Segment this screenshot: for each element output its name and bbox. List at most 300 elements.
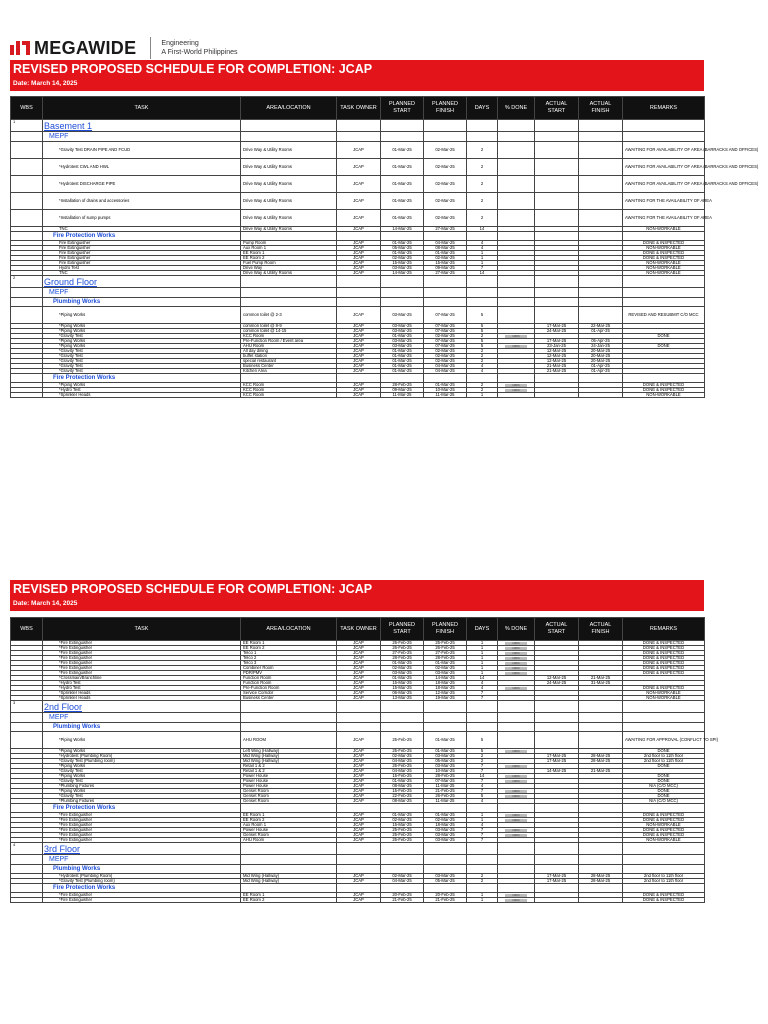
owner-cell: JCAP: [337, 646, 381, 651]
owner-cell: JCAP: [337, 359, 381, 364]
empty-cell: [623, 132, 705, 142]
subsection-row: [11, 288, 705, 298]
remarks-cell: DONE & INSPECTED: [623, 656, 705, 661]
empty-cell: [467, 298, 498, 307]
wbs-cell: 2: [11, 276, 43, 288]
days-cell: 7: [467, 764, 498, 769]
actual-start-cell: [535, 142, 579, 159]
task-cell: *Fire Extinguisher: [43, 646, 241, 651]
area-cell: AHU ROOM: [241, 732, 337, 749]
owner-cell: JCAP: [337, 838, 381, 843]
wbs-cell: [11, 804, 43, 813]
remarks-cell: DONE & INSPECTED: [623, 251, 705, 256]
empty-cell: [623, 298, 705, 307]
planned-start-cell: 25-Feb-25: [381, 833, 424, 838]
wbs-cell: [11, 723, 43, 732]
owner-cell: JCAP: [337, 749, 381, 754]
empty-cell: [337, 288, 381, 298]
days-cell: 5: [467, 339, 498, 344]
task-cell: *Gravity Test: [43, 349, 241, 354]
planned-finish-cell: 10-Mar-25: [424, 388, 467, 393]
owner-cell: JCAP: [337, 261, 381, 266]
planned-start-cell: 22-Feb-25: [381, 794, 424, 799]
empty-cell: [623, 276, 705, 288]
days-cell: 1: [467, 646, 498, 651]
wbs-cell: [11, 142, 43, 159]
planned-finish-cell: 01-Mar-25: [424, 661, 467, 666]
empty-cell: [535, 232, 579, 241]
owner-cell: JCAP: [337, 354, 381, 359]
group-row: [11, 723, 705, 732]
empty-cell: [498, 855, 535, 865]
task-cell: *Sprinkler Heads: [43, 696, 241, 701]
days-cell: 2: [467, 354, 498, 359]
empty-cell: [535, 804, 579, 813]
wbs-cell: 3: [11, 701, 43, 713]
planned-finish-cell: 11-Mar-25: [424, 799, 467, 804]
planned-start-cell: 28-Feb-25: [381, 383, 424, 388]
area-cell: Drive Way & Utility Rooms: [241, 227, 337, 232]
actual-start-cell: [535, 193, 579, 210]
empty-cell: [381, 855, 424, 865]
wbs-cell: [11, 298, 43, 307]
wbs-cell: [11, 393, 43, 398]
col-header-area: AREA/LOCATION: [241, 618, 337, 641]
actual-start-cell: 12-Mar-25: [535, 359, 579, 364]
planned-start-cell: 03-Mar-25: [381, 266, 424, 271]
planned-start-cell: 25-Feb-25: [381, 732, 424, 749]
table-row: [11, 732, 705, 749]
planned-finish-cell: 04-Mar-25: [424, 369, 467, 374]
task-cell: *Gravity Test: [43, 359, 241, 364]
actual-finish-cell: [579, 732, 623, 749]
owner-cell: JCAP: [337, 754, 381, 759]
task-cell: *Gravity Test: [43, 334, 241, 339]
remarks-cell: DONE & INSPECTED: [623, 383, 705, 388]
owner-cell: JCAP: [337, 271, 381, 276]
area-cell: Genset Room: [241, 794, 337, 799]
remarks-cell: AWAITING FOR AVAILABILITY OF AREA (BARRACKS AND OFFICES): [623, 142, 705, 159]
report-date: Date: March 14, 2025: [13, 80, 78, 87]
empty-cell: [498, 374, 535, 383]
table-row: [11, 176, 705, 193]
planned-start-cell: 27-Feb-25: [381, 651, 424, 656]
days-cell: 2: [467, 383, 498, 388]
actual-start-cell: [535, 732, 579, 749]
owner-cell: JCAP: [337, 324, 381, 329]
report-date: Date: March 14, 2025: [13, 600, 78, 607]
area-cell: Business Center: [241, 696, 337, 701]
actual-start-cell: [535, 898, 579, 903]
empty-cell: [467, 713, 498, 723]
planned-finish-cell: 03-Mar-25: [424, 671, 467, 676]
empty-cell: [535, 701, 579, 713]
days-cell: 4: [467, 241, 498, 246]
empty-cell: [498, 723, 535, 732]
empty-cell: [424, 132, 467, 142]
empty-cell: [579, 276, 623, 288]
pct-done-cell: [498, 142, 535, 159]
empty-cell: [579, 713, 623, 723]
empty-cell: [498, 232, 535, 241]
days-cell: 7: [467, 769, 498, 774]
wbs-cell: 4: [11, 843, 43, 855]
empty-cell: [535, 713, 579, 723]
empty-cell: [623, 855, 705, 865]
planned-finish-cell: 07-Mar-25: [424, 324, 467, 329]
logo-divider: [150, 37, 151, 59]
days-cell: 4: [467, 246, 498, 251]
area-cell: EE Room 1: [241, 251, 337, 256]
actual-start-cell: 17-Mar-25: [535, 874, 579, 879]
days-cell: 2: [467, 142, 498, 159]
pct-done-cell: [498, 732, 535, 749]
area-cell: EE Room 2: [241, 898, 337, 903]
table-row: [11, 879, 705, 884]
empty-cell: [467, 120, 498, 132]
days-cell: 2: [467, 359, 498, 364]
area-cell: Telco 3: [241, 661, 337, 666]
days-cell: 1: [467, 893, 498, 898]
empty-cell: [337, 723, 381, 732]
actual-finish-cell: 28-Mar-25: [579, 879, 623, 884]
empty-cell: [535, 374, 579, 383]
planned-start-cell: 25-Feb-25: [381, 838, 424, 843]
owner-cell: JCAP: [337, 686, 381, 691]
task-cell: *Piping Works: [43, 774, 241, 779]
empty-cell: [579, 884, 623, 893]
planned-start-cell: 11-Mar-25: [381, 393, 424, 398]
area-cell: Function Room: [241, 676, 337, 681]
area-cell: common toilet @ 2-3: [241, 307, 337, 324]
subsection-title: MEPF: [43, 855, 241, 865]
group-title: Fire Protection Works: [43, 232, 241, 241]
planned-start-cell: 04-Mar-25: [381, 769, 424, 774]
planned-start-cell: 15-Mar-25: [381, 261, 424, 266]
remarks-cell: DONE & INSPECTED: [623, 661, 705, 666]
empty-cell: [424, 276, 467, 288]
task-cell: Fire Extinguisher: [43, 256, 241, 261]
planned-start-cell: 08-Mar-25: [381, 784, 424, 789]
task-cell: *Hydrotest (Plumbing Room): [43, 754, 241, 759]
days-cell: 5: [467, 329, 498, 334]
empty-cell: [579, 120, 623, 132]
col-header-wbs: WBS: [11, 618, 43, 641]
owner-cell: JCAP: [337, 779, 381, 784]
task-cell: *Piping Works: [43, 339, 241, 344]
area-cell: Pre-Function Room: [241, 686, 337, 691]
company-logo: [10, 36, 238, 60]
owner-cell: JCAP: [337, 393, 381, 398]
wbs-cell: [11, 232, 43, 241]
task-cell: *Piping Works: [43, 749, 241, 754]
actual-start-cell: [535, 393, 579, 398]
empty-cell: [424, 701, 467, 713]
col-header-actual-start: ACTUAL START: [535, 618, 579, 641]
actual-start-cell: [535, 307, 579, 324]
col-header-remarks: REMARKS: [623, 618, 705, 641]
actual-finish-cell: [579, 142, 623, 159]
planned-start-cell: 04-Mar-25: [381, 879, 424, 884]
pct-done-badge: 100%: [505, 667, 527, 670]
owner-cell: JCAP: [337, 681, 381, 686]
remarks-cell: DONE & INSPECTED: [623, 818, 705, 823]
days-cell: 4: [467, 369, 498, 374]
table-row: [11, 210, 705, 227]
remarks-cell: DONE & INSPECTED: [623, 666, 705, 671]
actual-finish-cell: 01-Apr-25: [579, 364, 623, 369]
remarks-cell: N/A (C/O MCC): [623, 784, 705, 789]
empty-cell: [535, 855, 579, 865]
empty-cell: [467, 701, 498, 713]
days-cell: 1: [467, 651, 498, 656]
group-title: Plumbing Works: [43, 865, 241, 874]
days-cell: 5: [467, 344, 498, 349]
planned-finish-cell: 02-Mar-25: [424, 666, 467, 671]
days-cell: 5: [467, 307, 498, 324]
days-cell: 7: [467, 833, 498, 838]
owner-cell: JCAP: [337, 364, 381, 369]
planned-finish-cell: 18-Mar-25: [424, 823, 467, 828]
task-cell: *Piping Works: [43, 307, 241, 324]
area-cell: Drive Way & Utility Rooms: [241, 193, 337, 210]
subsection-title: MEPF: [43, 713, 241, 723]
header-row: [11, 97, 705, 120]
empty-cell: [424, 855, 467, 865]
schedule-table: [10, 617, 718, 903]
task-cell: *Gravity Test (Plumbing room): [43, 879, 241, 884]
area-cell: EE Room 2: [241, 646, 337, 651]
task-cell: *Fire Extinguisher: [43, 838, 241, 843]
remarks-cell: N/A (C/O MCC): [623, 799, 705, 804]
actual-finish-cell: 28-Mar-25: [579, 759, 623, 764]
pct-done-badge: 100%: [505, 899, 527, 902]
brand-name: MEGAWIDE: [34, 37, 137, 58]
area-cell: KCC Room: [241, 393, 337, 398]
wbs-cell: [11, 374, 43, 383]
pct-done-badge: 100%: [505, 790, 527, 793]
planned-finish-cell: 02-Mar-25: [424, 818, 467, 823]
planned-finish-cell: 21-Feb-25: [424, 789, 467, 794]
planned-finish-cell: 08-Mar-25: [424, 246, 467, 251]
owner-cell: JCAP: [337, 893, 381, 898]
actual-start-cell: 21-Mar-25: [535, 364, 579, 369]
planned-start-cell: 01-Mar-25: [381, 354, 424, 359]
planned-start-cell: 02-Mar-25: [381, 666, 424, 671]
planned-start-cell: 02-Mar-25: [381, 256, 424, 261]
days-cell: 1: [467, 656, 498, 661]
planned-finish-cell: 01-Mar-25: [424, 251, 467, 256]
col-header-pct-done: % DONE: [498, 97, 535, 120]
area-cell: Mid Wing (Hallway): [241, 879, 337, 884]
empty-cell: [498, 804, 535, 813]
actual-finish-cell: 31-Mar-25: [579, 681, 623, 686]
empty-cell: [498, 701, 535, 713]
actual-finish-cell: 05-Apr-25: [579, 339, 623, 344]
empty-cell: [337, 713, 381, 723]
area-cell: Left Wing (Hallway): [241, 749, 337, 754]
col-header-days: DAYS: [467, 618, 498, 641]
remarks-cell: DONE: [623, 794, 705, 799]
empty-cell: [535, 288, 579, 298]
planned-finish-cell: 02-Mar-25: [424, 256, 467, 261]
area-cell: Retail 1 & 2: [241, 764, 337, 769]
owner-cell: JCAP: [337, 691, 381, 696]
planned-finish-cell: 07-Mar-25: [424, 344, 467, 349]
table-row: [11, 898, 705, 903]
empty-cell: [337, 120, 381, 132]
wbs-cell: [11, 132, 43, 142]
empty-cell: [241, 120, 337, 132]
planned-finish-cell: 05-Mar-25: [424, 879, 467, 884]
owner-cell: JCAP: [337, 813, 381, 818]
days-cell: 7: [467, 779, 498, 784]
task-cell: *Plumbing Fixtures: [43, 799, 241, 804]
days-cell: 1: [467, 813, 498, 818]
remarks-cell: NON-WORKABLE: [623, 838, 705, 843]
task-cell: *Fire Extinguisher: [43, 893, 241, 898]
empty-cell: [579, 804, 623, 813]
owner-cell: JCAP: [337, 159, 381, 176]
group-title: Fire Protection Works: [43, 804, 241, 813]
planned-finish-cell: 04-Mar-25: [424, 241, 467, 246]
area-cell: KCC Room: [241, 383, 337, 388]
planned-finish-cell: 19-Mar-25: [424, 696, 467, 701]
actual-start-cell: 24-Mar-25: [535, 681, 579, 686]
brand-tagline: [161, 39, 237, 57]
empty-cell: [623, 701, 705, 713]
pct-done-badge: 100%: [505, 647, 527, 650]
days-cell: 7: [467, 696, 498, 701]
empty-cell: [241, 288, 337, 298]
empty-cell: [381, 701, 424, 713]
planned-finish-cell: 11-Mar-25: [424, 393, 467, 398]
task-cell: *Installation of sump pumps: [43, 210, 241, 227]
planned-start-cell: 03-Mar-25: [381, 324, 424, 329]
remarks-cell: NON-WORKABLE: [623, 691, 705, 696]
empty-cell: [467, 723, 498, 732]
planned-start-cell: 01-Mar-25: [381, 661, 424, 666]
area-cell: EE Room 2: [241, 818, 337, 823]
area-cell: Mid Wing (Hallway): [241, 874, 337, 879]
actual-finish-cell: [579, 176, 623, 193]
planned-finish-cell: 07-Mar-25: [424, 779, 467, 784]
days-cell: 1: [467, 671, 498, 676]
task-cell: *Fire Extinguisher: [43, 641, 241, 646]
empty-cell: [498, 120, 535, 132]
days-cell: 1: [467, 661, 498, 666]
remarks-cell: NON-WORKABLE: [623, 227, 705, 232]
remarks-cell: DONE & INSPECTED: [623, 671, 705, 676]
empty-cell: [467, 132, 498, 142]
group-title: Plumbing Works: [43, 723, 241, 732]
section-row: [11, 276, 705, 288]
empty-cell: [467, 288, 498, 298]
area-cell: Function Room: [241, 681, 337, 686]
pct-done-badge: 100%: [505, 814, 527, 817]
days-cell: 7: [467, 266, 498, 271]
actual-start-cell: 17-Mar-25: [535, 879, 579, 884]
col-header-owner: TASK OWNER: [337, 618, 381, 641]
col-header-wbs: WBS: [11, 97, 43, 120]
task-cell: *Installation of drains and accessories: [43, 193, 241, 210]
wbs-cell: [11, 210, 43, 227]
empty-cell: [498, 865, 535, 874]
empty-cell: [241, 723, 337, 732]
owner-cell: JCAP: [337, 818, 381, 823]
planned-start-cell: 01-Mar-25: [381, 142, 424, 159]
planned-finish-cell: 26-Feb-25: [424, 794, 467, 799]
days-cell: 1: [467, 393, 498, 398]
owner-cell: JCAP: [337, 344, 381, 349]
days-cell: 14: [467, 227, 498, 232]
remarks-cell: DONE: [623, 779, 705, 784]
header-row: [11, 618, 705, 641]
task-cell: *Fire Extinguisher: [43, 666, 241, 671]
empty-cell: [579, 374, 623, 383]
task-cell: *Sprinkler Heads: [43, 393, 241, 398]
area-cell: special restaurant: [241, 359, 337, 364]
remarks-cell: DONE: [623, 789, 705, 794]
actual-finish-cell: 21-Mar-25: [579, 676, 623, 681]
remarks-cell: NON-WORKABLE: [623, 266, 705, 271]
owner-cell: JCAP: [337, 676, 381, 681]
area-cell: Drive Way & Utility Rooms: [241, 271, 337, 276]
owner-cell: JCAP: [337, 142, 381, 159]
planned-start-cell: 15-Feb-25: [381, 774, 424, 779]
empty-cell: [467, 843, 498, 855]
days-cell: 1: [467, 666, 498, 671]
planned-finish-cell: 27-Mar-25: [424, 227, 467, 232]
empty-cell: [498, 843, 535, 855]
planned-finish-cell: 21-Feb-25: [424, 898, 467, 903]
area-cell: Drive Way & Utility Rooms: [241, 210, 337, 227]
days-cell: 1: [467, 261, 498, 266]
area-cell: Telco 2: [241, 656, 337, 661]
wbs-cell: [11, 307, 43, 324]
pct-done-cell: [498, 307, 535, 324]
days-cell: 1: [467, 898, 498, 903]
owner-cell: JCAP: [337, 799, 381, 804]
empty-cell: [424, 298, 467, 307]
actual-start-cell: 17-Mar-25: [535, 339, 579, 344]
pct-done-badge: 100%: [505, 834, 527, 837]
empty-cell: [579, 855, 623, 865]
pct-done-badge: 100%: [505, 662, 527, 665]
days-cell: 1: [467, 251, 498, 256]
pct-done-cell: [498, 159, 535, 176]
planned-finish-cell: 11-Mar-25: [424, 784, 467, 789]
planned-finish-cell: 07-Mar-25: [424, 329, 467, 334]
empty-cell: [623, 843, 705, 855]
planned-start-cell: 25-Feb-25: [381, 764, 424, 769]
actual-finish-cell: 22-Mar-25: [579, 324, 623, 329]
pct-done-badge: 100%: [505, 687, 527, 690]
remarks-cell: DONE & INSPECTED: [623, 813, 705, 818]
pct-done-badge: 100%: [505, 384, 527, 387]
area-cell: Genset Room: [241, 833, 337, 838]
planned-start-cell: 01-Mar-25: [381, 241, 424, 246]
planned-finish-cell: 04-Mar-25: [424, 364, 467, 369]
planned-start-cell: 01-Mar-25: [381, 251, 424, 256]
actual-finish-cell: [579, 159, 623, 176]
planned-finish-cell: 15-Mar-25: [424, 261, 467, 266]
planned-start-cell: 15-Feb-25: [381, 789, 424, 794]
area-cell: KCC Room: [241, 388, 337, 393]
empty-cell: [535, 884, 579, 893]
planned-start-cell: 03-Mar-25: [381, 329, 424, 334]
days-cell: 2: [467, 754, 498, 759]
